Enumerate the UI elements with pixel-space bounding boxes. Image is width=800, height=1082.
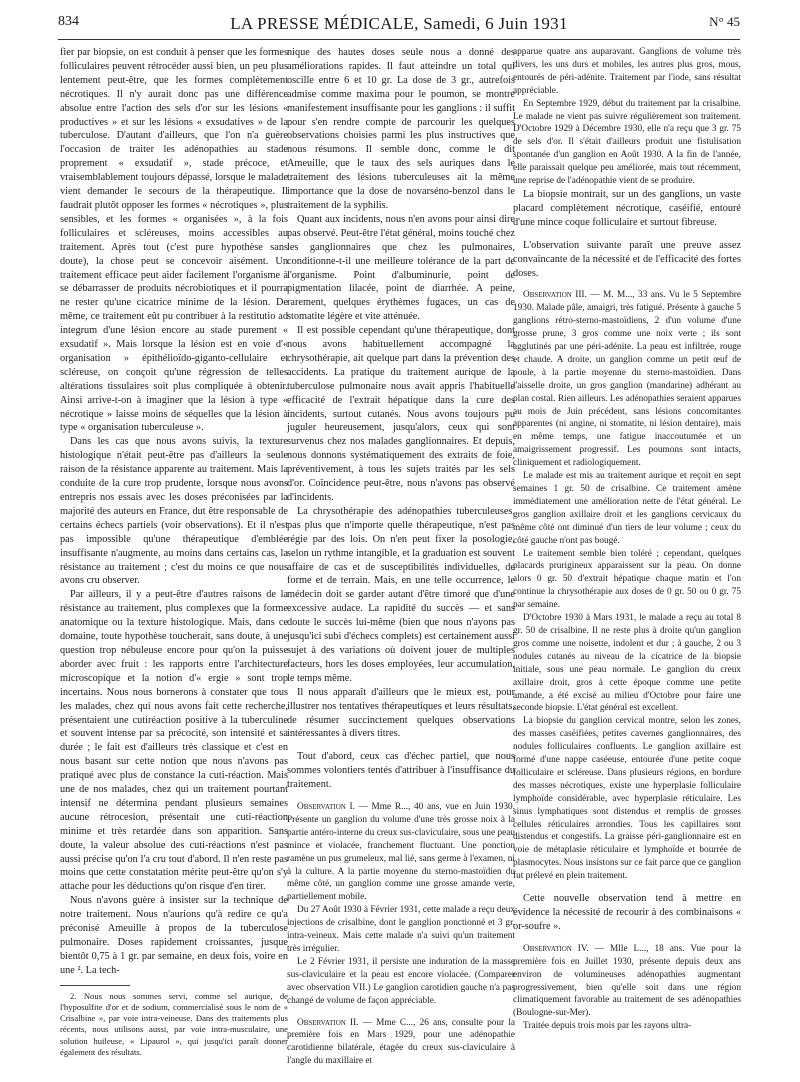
paragraph: Nous n'avons guère à insister sur la technique de notre traitement. Nous n'aurions qu'à redire ce qu'a préconisé Ameuille à propos de la tuberculose pulmonaire. Doses rapidement croissantes, jusque bientôt 0,75 à 1 gr. par semaine, en deux fois, voire en une ². La tech- [60,895,288,976]
paragraph: La chrysothérapie des adénopathies tuberculeuses, pas plus que n'importe quelle thérapeutique, n'est pas régie par des lois. On n'en peut fixer la posologie, selon un rythme intangible, et la graduation est souvent affaire de cas et de susceptibilités individuelles, de forme et de terrain. Mais, en une telle occurrence, le médecin doit se garder autant d'être timoré que d'une excessive audace. La rapidité du succès — et sans doute le succès lui-même (bien que nous n'ayons pas jusqu'ici subi d'échecs complets) est certainement aussi sujet à des variations où doivent jouer de multiples facteurs, hors les doses employées, leur accumulation, le temps même. [287,505,515,684]
observation-paragraph [287,956,515,1008]
column-3 [513,46,741,1033]
paragraph: Il nous apparaît d'ailleurs que le mieux est, pour illustrer nos tentatives thérapeutiques et leurs résultats, de résumer succinctement quelques observations intéressantes à divers titres. [287,686,515,740]
paragraph: Il est possible cependant qu'une thérapeutique, dont nous avons habituellement accompagné la chrysothérapie, ait quelque part dans la prévention des accidents. La pratique du traitement aurique de la tuberculose pulmonaire nous avait appris l'habituelle efficacité de l'extrait hépatique dans la cure des incidents, surtout cutanés. Nous avons toujours pu juguler heureusement, jusqu'alors, ceux qui sont survenus chez nos malades ganglionnaires. Et depuis, nous donnons systématiquement des extraits de foie, préventivement, à tous les sujets traités par les sels d'or. Coïncidence peut-être, nous n'avons pas observé d'incidents. [287,325,515,503]
column-2 [287,46,515,1068]
paragraph: Tout d'abord, ceux cas d'échec partiel, que nous sommes volontiers tentés d'attribuer à l'insuffisance du traitement. [287,751,515,791]
observation-paragraph [513,715,741,883]
observation-block [513,943,741,1033]
observation-label: Observation I. [297,802,355,813]
observation-text: — Mme R..., 40 ans, vue en Juin 1930. Présente un ganglion du volume d'une très grosse noix à la partie antéro-interne du creux sus-claviculaire, sous une peau mince et violacée, franchement fluctuant. Une ponction ramène un pus grumeleux, mal lié, sans germe à l'examen, ni à la culture. A la partie moyenne du sterno-mastoïdien du même côté, un ganglion comme une grosse amande verte, partiellement mobile. [287,802,515,903]
observation-text: — M. M..., 33 ans. Vu le 5 Septembre 1930. Malade pâle, amaigri, très fatigué. Présente à gauche 5 ganglions rétro-sterno-mastoïdiens, 2 d'un volume d'une grosse prune, 3 gros comme une noix verte ; ils sont agglutinés par une péri-adénite. La peau est infiltrée, rouge et chaude. A droite, un ganglion comme un petit œuf de poule, à la partie moyenne du sterno-mastoïdien. Dans l'aisselle droite, un gros ganglion (mandarine) adhérant au plan costal. Rien ailleurs. Les adénopathies seraient apparues au mois de Juin précédent, sans lésions concomitantes apparentes (ni angine, ni stomatite, ni lésion dentaire), mais en même temps, une fatigue inaccoutumée et un amaigrissement progressif. Les poumons sont intacts, cliniquement et radiologiquement. [513,290,741,469]
observation-paragraph [513,943,741,1020]
spacer [287,1008,515,1017]
paragraph: nique des hautes doses seule nous a donné des améliorations rapides. Il faut atteindre un total qui oscille entre 6 et 10 gr. La dose de 3 gr., autrefois admise comme maxima pour le poumon, se montre manifestement insuffisante pour les ganglions : il suffit pour s'en rendre compte de parcourir les quelques observations choisies parmi les plus instructives que nous résumons. Il semble donc, comme le dit Ameuille, que le taux des sels auriques dans le traitement des lésions tuberculeuses ait la même importance que la dose de novarséno-benzol dans le traitement de la syphilis. [287,47,515,211]
observation-block [513,46,741,188]
spacer [287,741,515,750]
spacer [513,883,741,892]
observation-label: Observation IV. [523,943,589,954]
spacer [513,230,741,239]
journal-title: LA PRESSE MÉDICALE, Samedi, 6 Juin 1931 [230,14,568,33]
observation-paragraph [513,548,741,613]
header-rule [58,39,740,40]
observation-paragraph [287,801,515,904]
observation-paragraph: En Septembre 1929, début du traitement par la crisalbine. Le malade ne vient pas suivre régulièrement son traitement. D'Octobre 1929 à Décembre 1930, elle n'a reçu que 3 gr. 75 de sels d'or. Il s'était d'ailleurs produit une fistulisation spontanée d'un ganglion en Août 1930. A la fin de l'année, elle paraissait quelque peu améliorée, mais tout récemment, une reprise de l'adénopathie vient de se produire. [513,98,741,187]
observation-paragraph [513,470,741,547]
paragraph: L'observation suivante paraît une preuve assez convaincante de la nécessité et de l'efficacité des fortes doses. [513,239,741,279]
paragraph: Par ailleurs, il y a peut-être d'autres raisons de la résistance au traitement, plus complexes que la forme anatomique ou la texture histologique. Mais, dans ce domaine, toute hypothèse toucherait, sans doute, à une question trop nébuleuse encore pour qu'on la puisse aborder avec fruit : les rapports entre l'architecture microscopique et la notion d'« ergie » sont trop incertains. Nous nous bornerons à constater que tous les malades, chez qui nous avons fait cette recherche, présentaient une cutiréaction positive à la tuberculine et souvent intense par sa précocité, son intensité et sa durée ; le fait est d'ailleurs très classique et c'est en nous basant sur cette notion que nous n'avons pas pratiqué avec plus de constance la cuti-réaction. Mais une de nos malades, chez qui un traitement pourtant intensif ne détermina pendant plusieurs semaines aucune rétrocesion, présentait une cuti-réaction minime et très retardée dans son apparition. Sans doute, la valeur absolue des cuti-réactions n'est pas aussi précise qu'on l'a cru tout d'abord. Il n'en reste pas moins que cette constatation mérite peut-être qu'on s'y attache pour les déductions qu'on risque d'en tirer. [60,589,288,893]
observation-text: Le malade est mis au traitement aurique et reçoit en sept semaines 1 gr. 50 de crisalbine. Ce traitement amène immédiatement une amélioration nette de l'état général. Le gros ganglion axillaire droit et les ganglions cervicaux du même côté ont diminué d'un tiers de leur volume ; ceux du côté gauche n'ont pas bougé. [513,471,741,546]
footnote: 2. Nous nous sommes servi, comme sel aurique, de l'hyposulfite d'or et de sodium, commercialisé sous le nom de « Crisalbine », par voie intra-veineuse. Dans des traitements plus récents, nous utilisons aussi, par voie intra-musculaire, une solution huileuse, « Lipaurol », qui jusqu'ici paraît donner également des résultats. [60,990,288,1057]
observation-paragraph [287,1017,515,1069]
paragraph: fier par biopsie, on est conduit à penser que les formes folliculaires peuvent rétrocéder aussi bien, un peu plus lentement peut-être, que les formes complètement nécrotiques. Il n'y aurait donc pas une différence absolue entre l'action des sels d'or sur les lésions « productives » et sur les lésions « exsudatives » de la tuberculose. D'autant d'ailleurs, que l'on n'a guère l'occasion de traiter les adénopathies au stade proprement « exsudatif », stade précoce, et vraisemblablement toujours dépassé, lorsque le malade vient demander le secours de la thérapeutique. Il faudrait plutôt opposer les formes « nécrotiques », plus sensibles, et les formes « organisées », à la fois folliculaires et scléreuses, moins accessibles au traitement. Après tout (c'est pure hypothèse sans doute), la chose peut se concevoir aisément. Un traitement efficace peut aider facilement l'organisme à se débarrasser de produits nécrobiotiques et il pourra ne rester qu'une cicatrice minime de la lésion. De même, ce traitement eût pu contribuer à la restitutio ad integrum d'une lésion encore au stade purement « exsudatif ». Mais lorsque la lésion est en voie d'« organisation » épithélioïdo-giganto-cellulaire et scléreuse, on conçoit qu'une régression de telles altérations tissulaires soit plus compliquée à obtenir. Ainsi arrive-t-on à imaginer que la lésion à type « nécrotique » laisse moins de séquelles que la lésion à type « organisation tuberculeuse ». [60,47,288,434]
observation-text: Du 27 Août 1930 à Février 1931, cette malade a reçu deux injections de crisalbine, dont le ganglion ponctionné et 3 gr. intra-veineux. Mais cette malade n'a suivi qu'un traitement très irrégulier. [287,905,515,954]
paragraph: Cette nouvelle observation tend à mettre en évidence la nécessité de recourir à des combinaisons « or-soufre ». [513,893,741,932]
observation-label: Observation III. [523,290,587,301]
observation-paragraph: Traitée depuis trois mois par les rayons ultra- [523,1021,692,1032]
spacer [513,934,741,943]
paragraph: La biopsie montrait, sur un des ganglions, un vaste placard complètement nécrotique, caséifié, entouré d'une mince coque folliculaire et surtout fibreuse. [513,188,741,228]
observation-text: D'Octobre 1930 à Mars 1931, le malade a reçu au total 8 gr. 50 de crisalbine. Il ne reste plus à droite qu'un ganglion gros comme une noisette, indolent et dur ; à gauche, 2 ou 3 nodules cutanés au niveau de la cicatrice de la biopsie initiale, sous une peau normale. Le ganglion du creux axillaire droit, gros à cette époque comme une petite amande, a été excisé au milieu d'Octobre pour faire une seconde biopsie. L'état général est excellent. [513,613,741,714]
observation-text: La biopsie du ganglion cervical montre, selon les zones, des masses caséifiées, petites cavernes ganglionnaires, des nodules folliculaires confluents. Le ganglion axillaire est formé d'une nappe caséeuse, entourée d'une petite coque folliculaire et scléreuse. Dans plusieurs régions, en bordure des masses nécrotiques, existe une hyperplasie folliculaire lymphoïde considérable, avec hyperplasie réticulaire. Les sinus lymphatiques sont distendus et remplis de grosses cellules réticulaires arrondies. Tous les capillaires sont distendus et congestifs. La graisse péri-ganglionnaire est en voie de métaplasie réticulaire et lymphoïde et bourrée de plasmocytes. Nous insistons sur ce fait parce que ce ganglion fut prélevé en plein traitement. [513,716,741,882]
issue-number: N° 45 [709,14,740,29]
observation-text: Le traitement semble bien toléré ; cependant, quelques placards prurigineux apparaissent sur la peau. On donne alors 0 gr. 50 d'extrait hépatique chaque matin et l'on continue la chrysothérapie aux doses de 0 gr. 50 ou 0 gr. 75 par semaine. [513,548,741,611]
observation-block [287,801,515,1068]
observation-block [513,289,741,883]
paragraph: Dans les cas que nous avons suivis, la texture histologique n'était peut-être pas d'ailleurs la seule raison de la résistance apparente au traitement. Mais la conduite de la cure trop prudente, lorsque nous avons entrepris nos essais avec les doses préconisées par la majorité des auteurs en France, dut être responsable de certains échecs partiels (voir observations). Et il n'est pas impossible qu'une thérapeutique d'emblée insuffisante n'augmente, au moins dans certains cas, la résistance au traitement ; c'est du moins ce que nous avons cru observer. [60,436,288,587]
spacer [287,792,515,801]
observation-paragraph [513,289,741,470]
observation-text: — Mlle L..., 18 ans. Vue pour la première fois en Juillet 1930, présente depuis deux ans environ de volumineuses adénopathies augmentant progressivement, bien qu'elle soit dans une région climatiquement favorable au traitement de ses adénopathies (Boulogne-sur-Mer). [513,943,741,1019]
observation-text: Le 2 Février 1931, il persiste une induration de la masse sus-claviculaire et la peau est encore violacée. (Comparer avec observation VII.) Le ganglion carotidien gauche n'a pas changé de volume de façon appréciable. [287,956,515,1006]
observation-paragraph [287,904,515,956]
observation-label: Observation II. [297,1017,359,1028]
observation-paragraph: apparue quatre ans auparavant. Ganglions de volume très divers, les uns durs et mobiles, les autres plus gros, mous, entourés de péri-adénite. Traitement par l'iode, sans résultat appréciable. [513,47,741,96]
footnote-rule [60,985,130,986]
page-number: 834 [58,14,79,29]
running-header [58,14,740,36]
column-1 [60,46,288,1058]
spacer [513,280,741,289]
paragraph: Quant aux incidents, nous n'en avons pour ainsi dire pas observé. Peut-être l'état général, moins touché chez les ganglionnaires que chez les pulmonaires, conditionne-t-il une meilleure tolérance de la part de l'organisme. Point d'albuminurie, point de pigmentation lilacée, point de diarrhée. A peine, rarement, quelques érythèmes fugaces, un cas de stomatite légère et vite atténuée. [287,213,515,323]
observation-paragraph [513,612,741,715]
observation-text: — Mme C..., 26 ans, consulte pour la première fois en Mars 1929, pour une adénopathie carotidienne bilatérale, étagée du creux sus-claviculaire à l'angle du maxillaire et [287,1017,515,1067]
